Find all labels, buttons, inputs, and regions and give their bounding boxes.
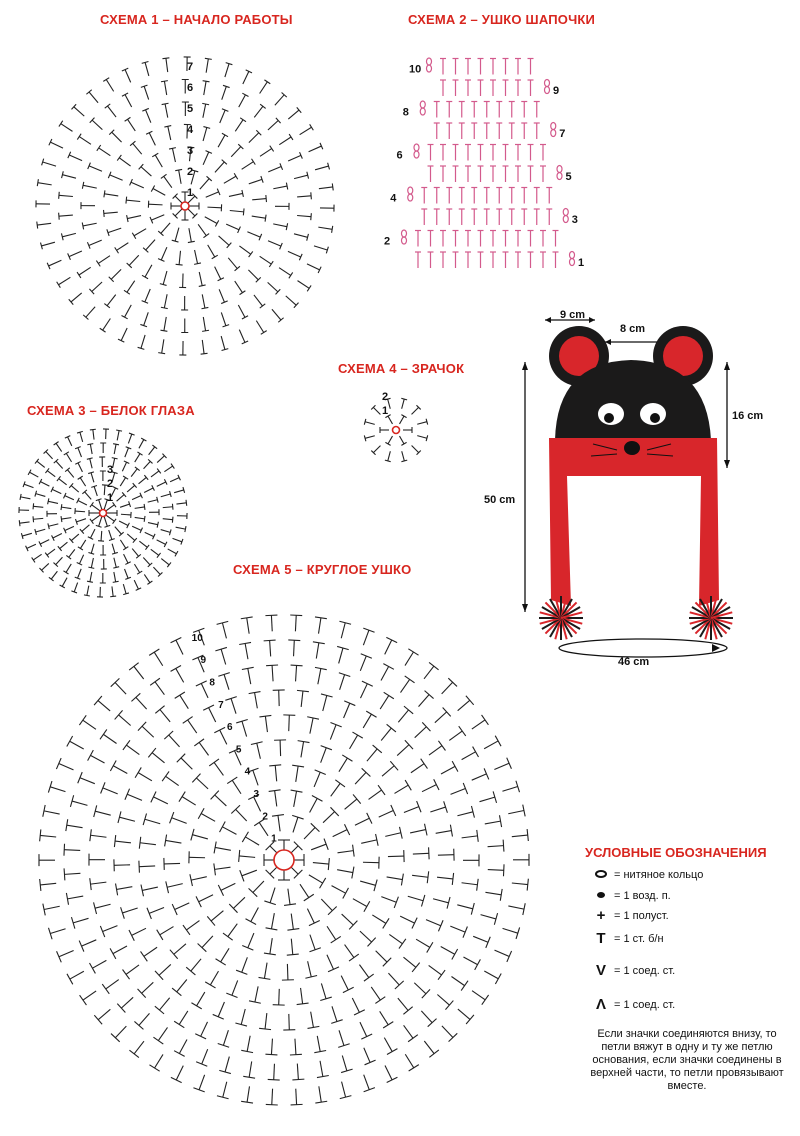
row-number: 2 (384, 235, 391, 248)
dim-between-ears: 8 cm (620, 323, 646, 335)
scheme3-diagram (15, 425, 191, 601)
row-number: 3 (253, 789, 260, 801)
legend-title: УСЛОВНЫЕ ОБОЗНАЧЕНИЯ (585, 845, 767, 860)
row-number: 1 (107, 492, 114, 504)
scheme4-title: СХЕМА 4 – ЗРАЧОК (338, 361, 465, 376)
legend-item-chain: = 1 возд. п. (588, 887, 671, 904)
scheme2-diagram (384, 36, 600, 286)
row-number: 5 (187, 103, 194, 115)
row-number: 10 (409, 63, 422, 76)
row-number: 6 (187, 82, 194, 94)
row-number: 9 (553, 85, 560, 97)
row-number: 7 (218, 699, 224, 711)
row-number: 2 (382, 391, 389, 403)
row-number: 5 (565, 171, 572, 183)
scheme1-title: СХЕМА 1 – НАЧАЛО РАБОТЫ (100, 12, 293, 27)
scheme2-title: СХЕМА 2 – УШКО ШАПОЧКИ (408, 12, 596, 27)
scheme5-title: СХЕМА 5 – КРУГЛОЕ УШКО (233, 562, 412, 577)
row-number: 4 (244, 766, 251, 778)
legend-item-decrease: Λ = 1 соед. ст. (588, 996, 675, 1013)
row-number: 5 (235, 744, 242, 756)
row-number: 10 (191, 632, 203, 644)
row-number: 2 (262, 811, 268, 823)
row-number: 8 (209, 677, 215, 689)
row-number: 4 (187, 124, 194, 136)
dim-circumference: 46 cm (618, 656, 650, 668)
row-number: 3 (571, 214, 578, 226)
row-number: 8 (402, 106, 409, 119)
single-crochet-icon: T (596, 930, 606, 947)
row-number: 3 (187, 145, 194, 157)
row-number: 1 (382, 405, 389, 417)
row-number: 1 (578, 257, 585, 269)
scheme1-diagram (15, 36, 355, 376)
mouse-hat-illustration (505, 300, 785, 670)
row-number: 9 (200, 655, 207, 667)
row-number: 3 (107, 464, 114, 476)
row-number: 6 (226, 722, 233, 734)
scheme3-title: СХЕМА 3 – БЕЛОК ГЛАЗА (27, 403, 195, 418)
legend-note: Если значки соединяются внизу, то петли вяжут в одну и ту же петлю основания, если значки соединены в верхней части, то петли провязывают вместе. (590, 1028, 784, 1092)
row-number: 7 (187, 61, 194, 73)
row-number: 1 (271, 833, 277, 845)
dim-hat-height: 16 cm (732, 410, 764, 422)
row-number: 2 (187, 166, 194, 178)
row-number: 4 (390, 192, 397, 205)
legend-item-yarn-ring: = нитяное кольцо (588, 866, 703, 883)
yarn-ring-icon (588, 866, 614, 883)
slip-stitch-icon: + (596, 907, 606, 924)
chain-stitch-icon (588, 887, 614, 904)
row-number: 2 (107, 478, 114, 490)
scheme4-diagram (354, 388, 438, 472)
dim-total-length: 50 cm (484, 494, 516, 506)
row-number: 7 (559, 128, 566, 140)
increase-icon: V (595, 962, 606, 979)
legend-item-slip: + = 1 полуст. (588, 907, 669, 924)
scheme5-diagram (22, 594, 542, 1124)
legend-item-single-crochet: T = 1 ст. б/н (588, 930, 664, 947)
decrease-icon: Λ (595, 996, 606, 1013)
dim-ear-width: 9 cm (560, 309, 586, 321)
row-number: 6 (396, 149, 403, 162)
legend-item-increase: V = 1 соед. ст. (588, 962, 675, 979)
row-number: 1 (187, 187, 194, 199)
